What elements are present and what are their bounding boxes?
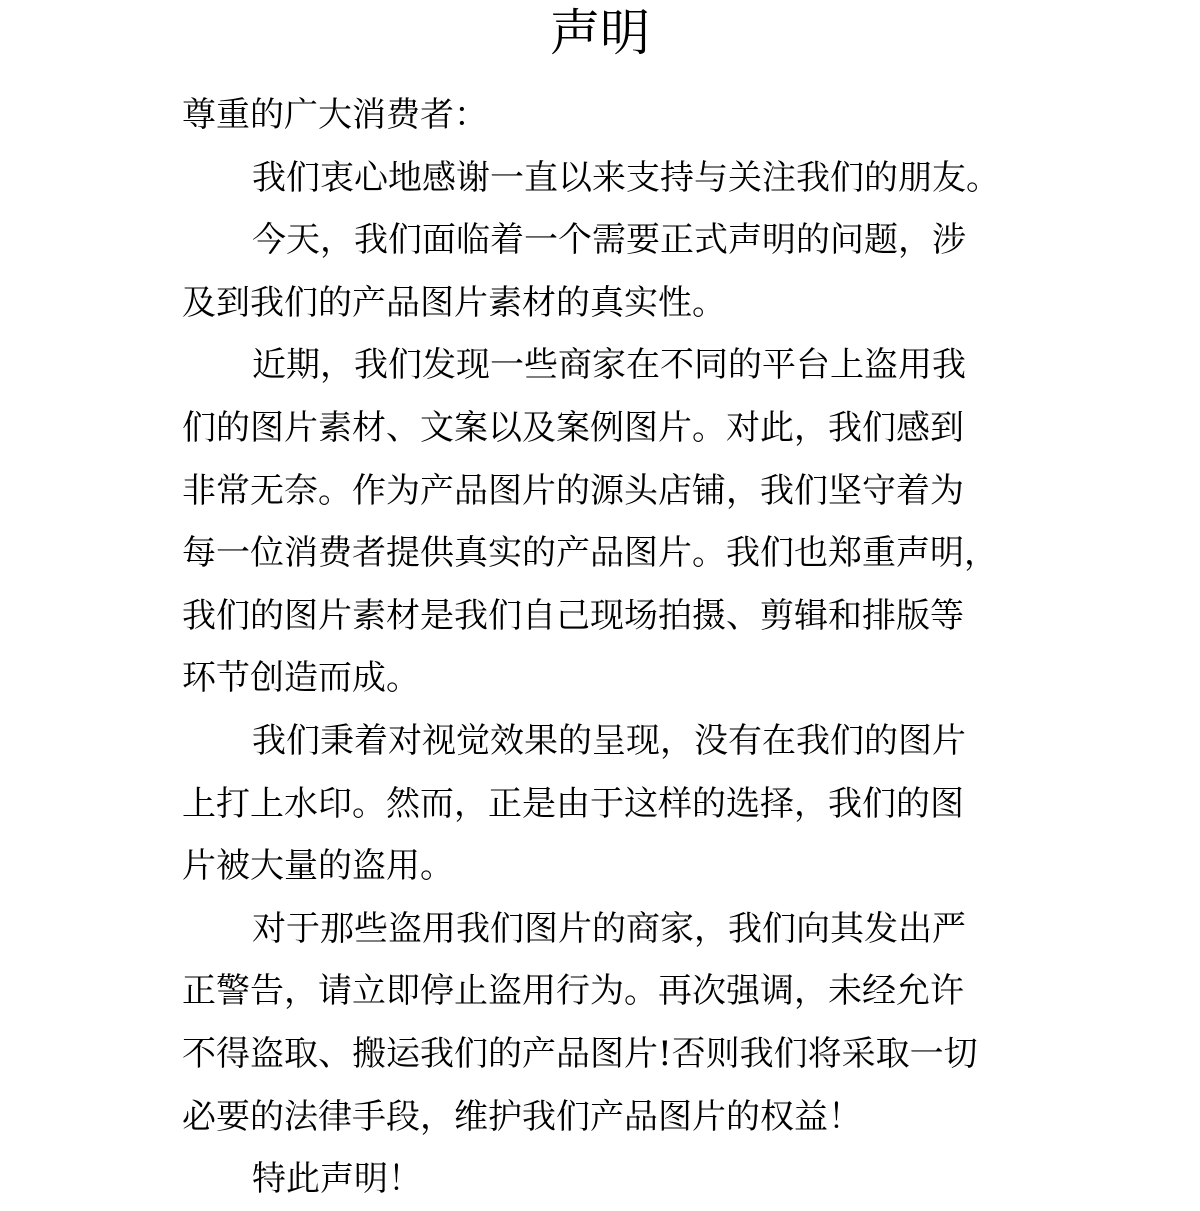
paragraph-line: 不得盗取、搬运我们的产品图片!否则我们将采取一切	[182, 1033, 978, 1074]
paragraph-line: 们的图片素材、文案以及案例图片。对此，我们感到	[182, 407, 964, 448]
closing-line: 特此声明！	[252, 1159, 422, 1200]
paragraph-line: 正警告，请立即停止盗用行为。再次强调，未经允许	[182, 971, 964, 1012]
paragraph-line: 对于那些盗用我们图片的商家，我们向其发出严	[252, 908, 966, 949]
salutation-line: 尊重的广大消费者：	[182, 95, 488, 135]
paragraph-line: 每一位消费者提供真实的产品图片。我们也郑重声明，	[182, 533, 998, 574]
statement-body	[182, 84, 1027, 1211]
paragraph-line: 及到我们的产品图片素材的真实性。	[182, 282, 726, 323]
paragraph-line: 我们秉着对视觉效果的呈现，没有在我们的图片	[252, 720, 966, 761]
page-title: 声明	[550, 4, 650, 62]
paragraph-line: 上打上水印。然而，正是由于这样的选择，我们的图	[182, 783, 964, 824]
paragraph-line: 近期，我们发现一些商家在不同的平台上盗用我	[252, 345, 966, 386]
paragraph-line: 我们的图片素材是我们自己现场拍摄、剪辑和排版等	[182, 595, 964, 636]
paragraph-line: 片被大量的盗用。	[182, 846, 454, 887]
paragraph-line: 环节创造而成。	[182, 658, 420, 699]
paragraph-line: 非常无奈。作为产品图片的源头店铺，我们坚守着为	[182, 470, 964, 511]
paragraph-line: 我们衷心地感谢一直以来支持与关注我们的朋友。	[252, 157, 1000, 198]
paragraph-line: 必要的法律手段，维护我们产品图片的权益！	[182, 1096, 862, 1137]
paragraph-line: 今天，我们面临着一个需要正式声明的问题，涉	[252, 220, 966, 261]
